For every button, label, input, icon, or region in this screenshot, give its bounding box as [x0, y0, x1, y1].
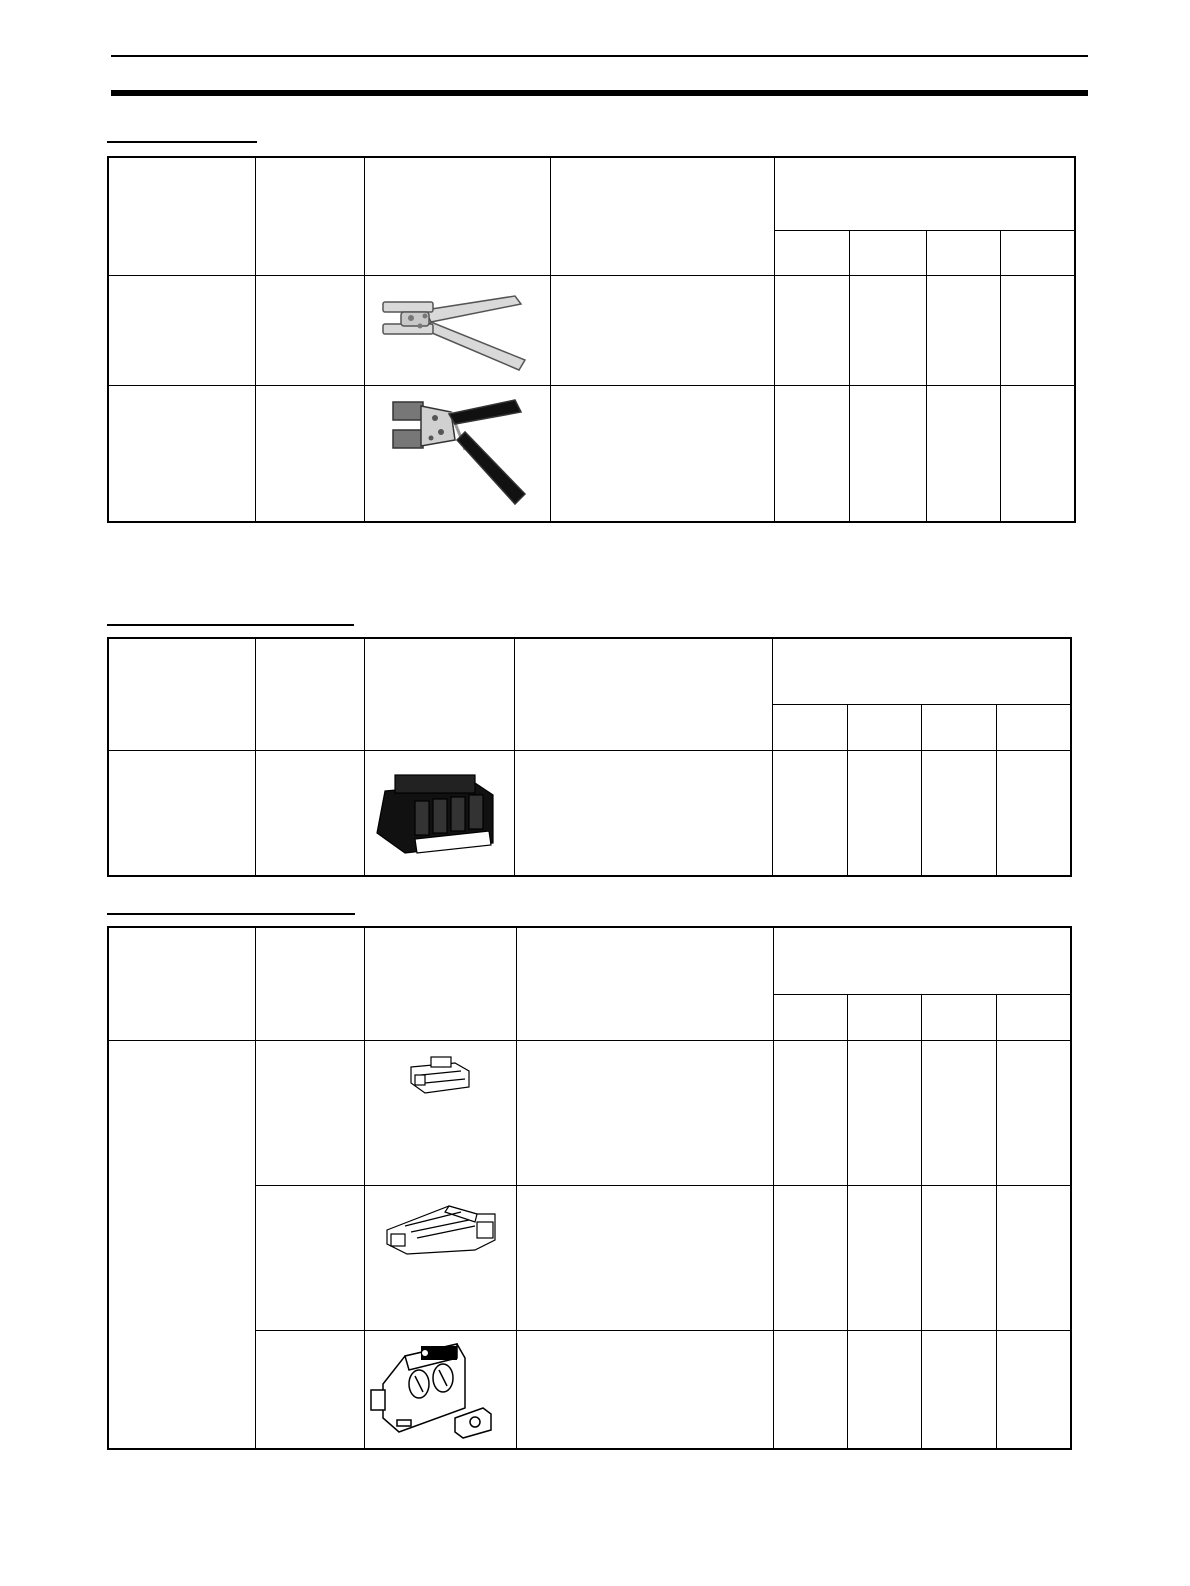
- header-group-cell: [774, 157, 1075, 230]
- header-subcell: [772, 704, 847, 750]
- header-subcell: [926, 230, 1000, 275]
- header-subcell: [773, 994, 847, 1040]
- header-cell: [514, 638, 772, 750]
- screw-terminal-block-icon: [365, 1334, 515, 1444]
- header-cell: [255, 157, 364, 275]
- header-subcell: [1000, 230, 1075, 275]
- header-cell: [108, 157, 255, 275]
- connector-plug-with-latch-icon: [365, 1192, 515, 1272]
- section-heading-underline: [107, 141, 257, 143]
- crimp-tool-black-icon: [365, 390, 535, 516]
- table-row: [108, 750, 1071, 876]
- connector-table: [107, 637, 1072, 877]
- header-cell: [108, 638, 255, 750]
- header-subcell: [849, 230, 926, 275]
- header-cell: [364, 638, 514, 750]
- header-subcell: [921, 994, 996, 1040]
- header-subcell: [847, 704, 921, 750]
- header-subcell: [996, 704, 1071, 750]
- table-row: [108, 275, 1075, 385]
- header-cell: [108, 927, 255, 1040]
- header-cell: [364, 157, 550, 275]
- header-rule-thin: [111, 55, 1088, 57]
- header-subcell: [921, 704, 996, 750]
- header-group-cell: [773, 927, 1071, 994]
- table-row: [108, 385, 1075, 522]
- connector-plug-table: [107, 926, 1072, 1450]
- table-row: [108, 1040, 1071, 1185]
- header-rule-thick: [111, 90, 1088, 96]
- header-subcell: [847, 994, 921, 1040]
- header-subcell: [996, 994, 1071, 1040]
- header-cell: [255, 638, 364, 750]
- section-heading-underline: [107, 913, 355, 915]
- terminal-connector-black-icon: [365, 761, 505, 865]
- header-cell: [255, 927, 364, 1040]
- crimp-tool-silver-icon: [365, 282, 535, 378]
- section-heading-underline: [107, 624, 354, 626]
- small-connector-plug-icon: [365, 1049, 515, 1109]
- header-cell: [550, 157, 774, 275]
- crimp-tool-table: [107, 156, 1076, 523]
- header-subcell: [774, 230, 849, 275]
- header-cell: [516, 927, 773, 1040]
- header-cell: [364, 927, 516, 1040]
- header-group-cell: [772, 638, 1071, 704]
